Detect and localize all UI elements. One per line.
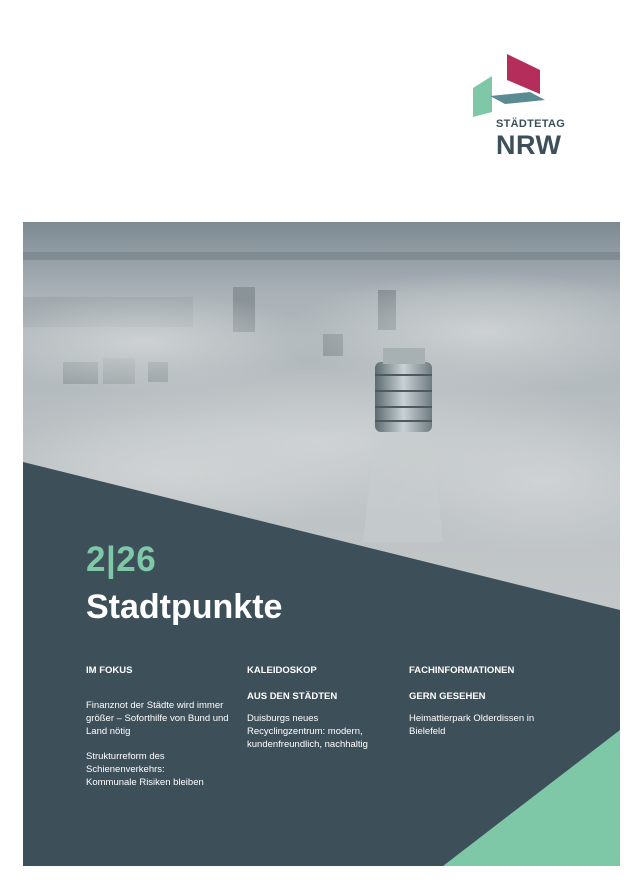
logo-text-staedtetag: STÄDTETAG	[496, 118, 566, 130]
issue-number: 2|26	[86, 540, 157, 579]
teaser-text: Finanznot der Städte wird immer größer – Soforthilfe von Bund und Land nötig	[86, 700, 229, 737]
section-heading: IM FOKUS	[86, 665, 133, 676]
teaser-text: Heimattierpark Olderdissen in Bielefeld	[409, 713, 535, 737]
section-heading: KALEIDOSKOP	[247, 665, 317, 676]
teaser-text: Strukturreform des Schienenverkehrs: Kommunale Risiken bleiben	[86, 751, 204, 788]
column-im-fokus	[86, 664, 236, 789]
staedtetag-logo	[470, 52, 580, 167]
column-kaleidoskop	[247, 664, 397, 751]
teaser-text: Duisburgs neues Recyclingzentrum: modern, kundenfreundlich, nachhaltig	[247, 713, 368, 750]
magazine-title: Stadtpunkte	[86, 588, 283, 626]
cover-panel	[23, 222, 620, 866]
column-fachinformationen	[409, 664, 559, 738]
logo-text-nrw: NRW	[496, 130, 562, 160]
logo-mark-icon	[470, 52, 580, 122]
section-subheading: GERN GESEHEN	[409, 691, 486, 702]
section-subheading: AUS DEN STÄDTEN	[247, 691, 338, 702]
section-heading: FACHINFORMATIONEN	[409, 665, 515, 676]
